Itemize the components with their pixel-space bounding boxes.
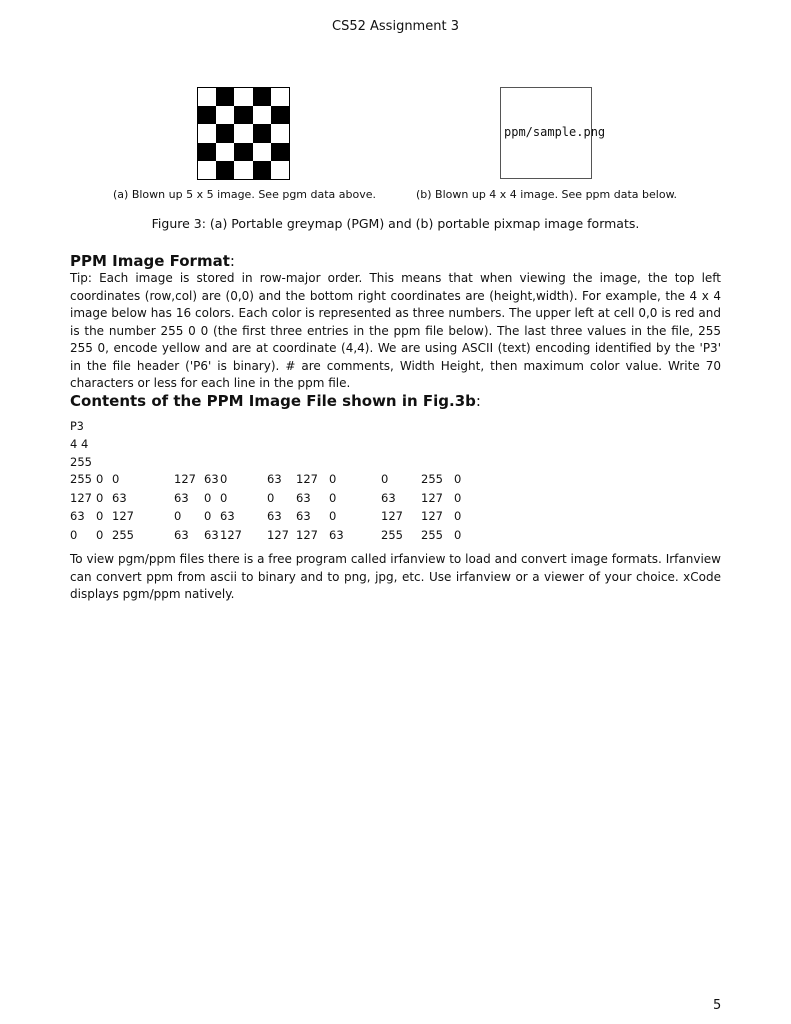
ppm-format-paragraph: Tip: Each image is stored in row-major order. This means that when viewing the image, the top left coordinates (row,col) are (0,0) and the bottom right coordinates are (height,width). For example, the 4 x 4 image below has 16 colors. Each color is represented as three numbers. The upper left at cell 0,0 is red and is the number 255 0 0 (the first three entries in the ppm file below). The last three values in the file, 255 255 0, encode yellow and are at coordinate (4,4). We are using ASCII (text) encoding identified by the 'P3' in the file header ('P6' is binary). # are comments, Width Height, then maximum color value. Write 70 characters or less for each line in the ppm file. [70,271,721,390]
checker-cell [271,161,289,179]
ppm-value: 63 [267,509,282,523]
ppm-value: 63 [220,509,235,523]
ppm-value: 63 [174,527,189,542]
checker-cell [198,124,216,142]
ppm-value: 127 [267,527,289,542]
ppm-max-value: 255 [70,455,92,469]
ppm-value: 0 [204,490,212,505]
checker-cell [216,143,234,161]
closing-paragraph: To view pgm/ppm files there is a free program called irfanview to load and convert image formats. Irfanview can convert ppm from ascii to binary and to png, jpg, etc. Use irfanview or a viewer of your choice. xCode displays pgm/ppm natively. [70,552,721,601]
checker-cell [198,88,216,106]
ppm-value: 0 [329,509,337,523]
section-heading-text: Contents of the PPM Image File shown in Fig.3b [70,392,476,410]
ppm-value: 255 [112,527,134,542]
checker-cell [234,88,252,106]
ppm-value: 0 [70,527,78,542]
ppm-value: 0 [454,490,462,505]
ppm-dimensions: 4 4 [70,437,89,451]
ppm-value: 0 [220,490,228,505]
ppm-value: 0 [454,472,462,486]
ppm-value: 63 [70,509,85,523]
checker-cell [198,161,216,179]
ppm-row [70,509,474,528]
checker-cell [234,124,252,142]
ppm-value: 0 [220,472,228,486]
ppm-value: 63 [267,472,282,486]
section-heading-colon: : [229,252,235,270]
checker-cell [198,143,216,161]
ppm-value: 63 [174,490,189,505]
subcaption-b: (b) Blown up 4 x 4 image. See ppm data below. [416,188,678,201]
ppm-value: 63 [329,527,344,542]
ppm-value: 63 [112,490,127,505]
page-number: 5 [713,998,722,1013]
checker-cell [253,88,271,106]
ppm-value: 127 [381,509,403,523]
ppm-value: 127 [296,527,318,542]
checker-cell [216,106,234,124]
checker-cell [198,106,216,124]
ppm-data-table [70,472,474,546]
ppm-value: 63 [204,472,219,486]
ppm-value: 0 [329,472,337,486]
checker-cell [253,106,271,124]
section-heading-text: PPM Image Format [70,252,230,270]
ppm-value: 63 [296,490,311,505]
checker-cell [216,124,234,142]
ppm-data-rows [70,472,474,546]
ppm-value: 0 [454,509,462,523]
checker-cell [234,143,252,161]
ppm-value: 255 [70,472,92,486]
ppm-value: 0 [204,509,212,523]
ppm-value: 63 [204,527,219,542]
ppm-row [70,528,474,547]
ppm-value: 127 [421,509,443,523]
checker-cell [234,106,252,124]
ppm-value: 0 [96,509,104,523]
ppm-magic-number: P3 [70,419,84,433]
section-heading-ppm-contents [70,392,481,410]
checker-cell [271,124,289,142]
ppm-value: 127 [220,527,242,542]
ppm-value: 255 [381,527,403,542]
ppm-value: 63 [296,509,311,523]
ppm-row [70,491,474,510]
ppm-value: 127 [174,472,196,486]
checker-cell [216,88,234,106]
section-heading-colon: : [475,392,481,410]
page-header: CS52 Assignment 3 [332,19,459,34]
checker-cell [271,143,289,161]
ppm-value: 63 [381,490,396,505]
figure-caption: Figure 3: (a) Portable greymap (PGM) and (b) portable pixmap image formats. [151,216,640,231]
ppm-value: 255 [421,472,443,486]
ppm-value: 0 [454,527,462,542]
checker-cell [271,88,289,106]
checker-cell [216,161,234,179]
ppm-value: 255 [421,527,443,542]
checker-cell [253,143,271,161]
ppm-value: 0 [96,490,104,505]
ppm-value: 127 [421,490,443,505]
checker-cell [253,161,271,179]
ppm-value: 0 [96,472,104,486]
subcaption-a: (a) Blown up 5 x 5 image. See pgm data above. [113,188,377,201]
section-heading-ppm-format [70,252,235,270]
ppm-value: 0 [174,509,182,523]
ppm-value: 127 [112,509,134,523]
ppm-row [70,472,474,491]
ppm-value: 0 [329,490,337,505]
ppm-value: 0 [267,490,275,505]
ppm-value: 127 [70,490,92,505]
checker-cell [234,161,252,179]
checker-cell [253,124,271,142]
ppm-value: 0 [96,527,104,542]
checkerboard-image [197,87,290,180]
ppm-value: 127 [296,472,318,486]
image-placeholder-label: ppm/sample.png [504,125,606,139]
ppm-value: 0 [112,472,120,486]
ppm-value: 0 [381,472,389,486]
checker-cell [271,106,289,124]
